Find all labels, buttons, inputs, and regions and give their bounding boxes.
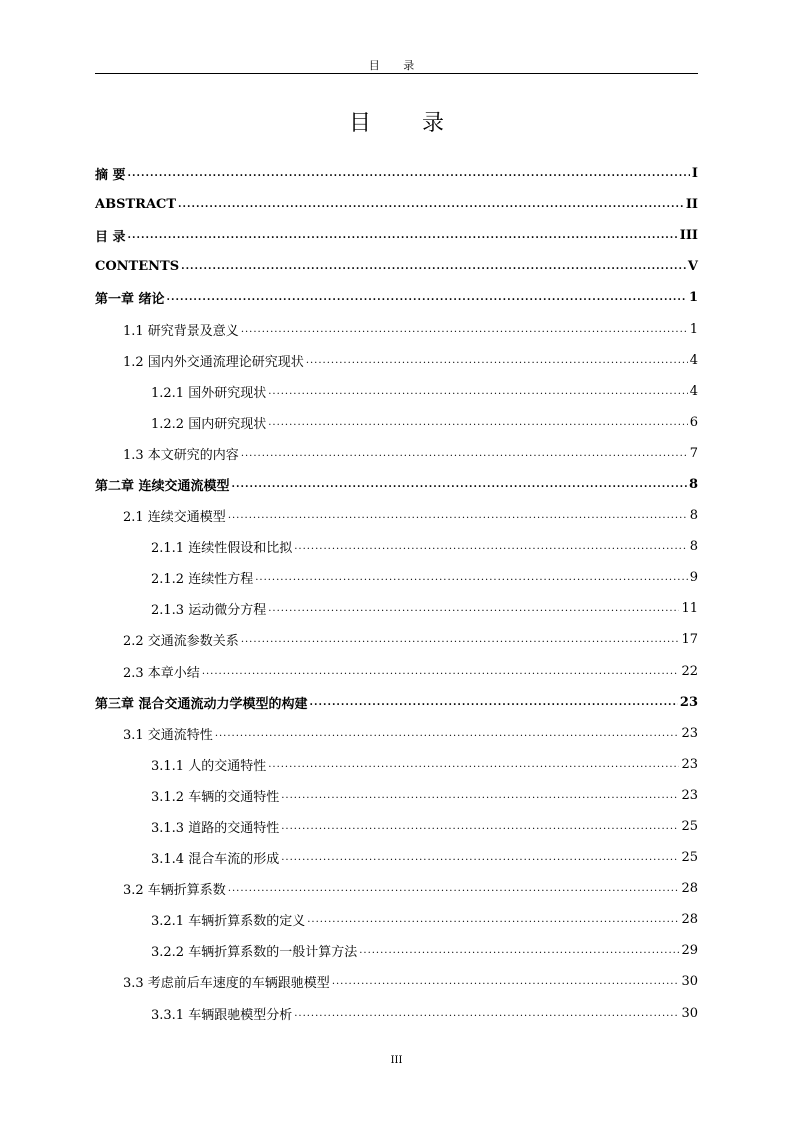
toc-entry-title: 3.1 交通流特性: [123, 727, 213, 743]
dot-leader: [268, 603, 679, 614]
toc-entry[interactable]: [95, 935, 698, 966]
toc-entry-title: 3.1.2 车辆的交通特性: [151, 789, 280, 805]
toc-entry-page: 28: [681, 912, 698, 928]
toc-entry[interactable]: [95, 593, 698, 624]
page-number: III: [390, 1055, 403, 1066]
toc-entry[interactable]: [95, 624, 698, 655]
toc-entry-title: 2.3 本章小结: [123, 665, 200, 681]
toc-entry-page: 8: [688, 476, 698, 492]
toc-entry-title: 第一章 绪论: [95, 292, 165, 308]
toc-entry[interactable]: [95, 158, 698, 189]
toc-entry[interactable]: [95, 687, 698, 718]
toc-entry-page: 30: [681, 974, 698, 990]
dot-leader: [241, 448, 688, 459]
dot-leader: [167, 292, 687, 303]
dot-leader: [128, 230, 678, 241]
toc-entry-title: 3.1.4 混合车流的形成: [151, 852, 280, 868]
dot-leader: [268, 386, 688, 397]
dot-leader: [306, 355, 688, 366]
toc-entry-page: III: [679, 228, 698, 244]
toc-entry-page: 29: [681, 943, 698, 959]
toc-entry[interactable]: [95, 562, 698, 593]
toc-entry[interactable]: [95, 904, 698, 935]
toc-entry-title: 3.2 车辆折算系数: [123, 883, 226, 899]
toc-entry-title: ABSTRACT: [95, 197, 177, 213]
toc-entry[interactable]: [95, 313, 698, 344]
dot-leader: [128, 168, 690, 179]
toc-entry-title: 3.1.1 人的交通特性: [151, 758, 267, 774]
dot-leader: [181, 261, 686, 272]
toc-entry-page: 4: [689, 352, 698, 368]
toc-entry-page: 8: [689, 508, 698, 524]
toc-entry-page: 9: [689, 570, 698, 586]
toc-entry-page: 1: [689, 321, 698, 337]
toc-entry[interactable]: [95, 749, 698, 780]
toc-entry-page: 8: [689, 539, 698, 555]
toc-entry[interactable]: [95, 780, 698, 811]
toc-entry[interactable]: [95, 966, 698, 997]
toc-entry[interactable]: [95, 500, 698, 531]
toc-entry-title: 3.2.2 车辆折算系数的一般计算方法: [151, 945, 358, 961]
toc-entry-title: 目 录: [95, 230, 126, 246]
toc-entry[interactable]: [95, 251, 698, 282]
toc-entry-page: 17: [681, 632, 698, 648]
dot-leader: [281, 790, 679, 801]
toc-entry-title: 第三章 混合交通流动力学模型的构建: [95, 696, 308, 712]
toc-entry-page: I: [691, 166, 698, 182]
toc-entry-title: 2.1.1 连续性假设和比拟: [151, 541, 293, 557]
toc-entry-title: 1.2.2 国内研究现状: [151, 416, 267, 432]
toc-entry[interactable]: [95, 656, 698, 687]
toc-entry[interactable]: [95, 718, 698, 749]
toc-entry-title: 3.2.1 车辆折算系数的定义: [151, 914, 306, 930]
dot-leader: [310, 697, 678, 708]
dot-leader: [281, 821, 679, 832]
dot-leader: [332, 976, 680, 987]
toc-entry-page: 22: [681, 663, 698, 679]
toc-entry-page: 23: [679, 694, 698, 710]
header-divider: [95, 73, 698, 74]
dot-leader: [307, 914, 679, 925]
toc-entry-page: II: [685, 197, 698, 213]
toc-entry-title: 1.3 本文研究的内容: [123, 447, 239, 463]
toc-entry-title: 1.2 国内外交通流理论研究现状: [123, 354, 304, 370]
toc-entry-page: 23: [681, 756, 698, 772]
dot-leader: [232, 479, 687, 490]
toc-entry[interactable]: [95, 407, 698, 438]
dot-leader: [241, 324, 688, 335]
toc-entry[interactable]: [95, 811, 698, 842]
dot-leader: [241, 634, 680, 645]
dot-leader: [359, 945, 679, 956]
toc-entry-title: CONTENTS: [95, 259, 180, 275]
dot-leader: [255, 572, 688, 583]
dot-leader: [202, 666, 680, 677]
toc-entry-page: 4: [689, 383, 698, 399]
toc-entry-title: 2.1 连续交通模型: [123, 510, 226, 526]
toc-entry-title: 2.2 交通流参数关系: [123, 634, 239, 650]
toc-entry-page: 25: [681, 850, 698, 866]
toc-entry-title: 3.3 考虑前后车速度的车辆跟驰模型: [123, 976, 330, 992]
table-of-contents: [95, 158, 698, 1029]
toc-entry[interactable]: [95, 873, 698, 904]
dot-leader: [228, 510, 688, 521]
toc-entry[interactable]: [95, 376, 698, 407]
toc-entry-page: 7: [689, 445, 698, 461]
dot-leader: [294, 541, 688, 552]
toc-entry-page: 23: [681, 787, 698, 803]
dot-leader: [294, 1008, 679, 1019]
page-title: 目 录: [349, 111, 466, 136]
toc-entry-page: 6: [689, 414, 698, 430]
toc-entry-page: 28: [681, 881, 698, 897]
toc-entry-page: 1: [688, 290, 698, 306]
toc-entry[interactable]: [95, 998, 698, 1029]
toc-entry-title: 3.1.3 道路的交通特性: [151, 821, 280, 837]
toc-entry[interactable]: [95, 842, 698, 873]
toc-entry[interactable]: [95, 282, 698, 313]
dot-leader: [268, 759, 679, 770]
toc-entry[interactable]: [95, 220, 698, 251]
dot-leader: [178, 199, 684, 210]
toc-entry-title: 2.1.2 连续性方程: [151, 572, 254, 588]
toc-entry-title: 摘 要: [95, 168, 126, 184]
toc-entry[interactable]: [95, 345, 698, 376]
dot-leader: [228, 883, 680, 894]
toc-entry-page: 25: [681, 819, 698, 835]
toc-entry-page: V: [687, 259, 698, 275]
toc-entry-title: 2.1.3 运动微分方程: [151, 603, 267, 619]
toc-entry-title: 第二章 连续交通流模型: [95, 478, 230, 494]
toc-entry[interactable]: [95, 189, 698, 220]
toc-entry-title: 1.2.1 国外研究现状: [151, 385, 267, 401]
toc-entry[interactable]: [95, 438, 698, 469]
toc-entry-title: 3.3.1 车辆跟驰模型分析: [151, 1007, 293, 1023]
toc-entry[interactable]: [95, 531, 698, 562]
toc-entry[interactable]: [95, 469, 698, 500]
dot-leader: [215, 728, 680, 739]
dot-leader: [268, 417, 688, 428]
toc-entry-page: 30: [681, 1005, 698, 1021]
running-header: 目 录: [368, 59, 425, 72]
toc-entry-title: 1.1 研究背景及意义: [123, 323, 239, 339]
toc-entry-page: 11: [681, 601, 698, 617]
toc-entry-page: 23: [681, 725, 698, 741]
dot-leader: [281, 852, 679, 863]
